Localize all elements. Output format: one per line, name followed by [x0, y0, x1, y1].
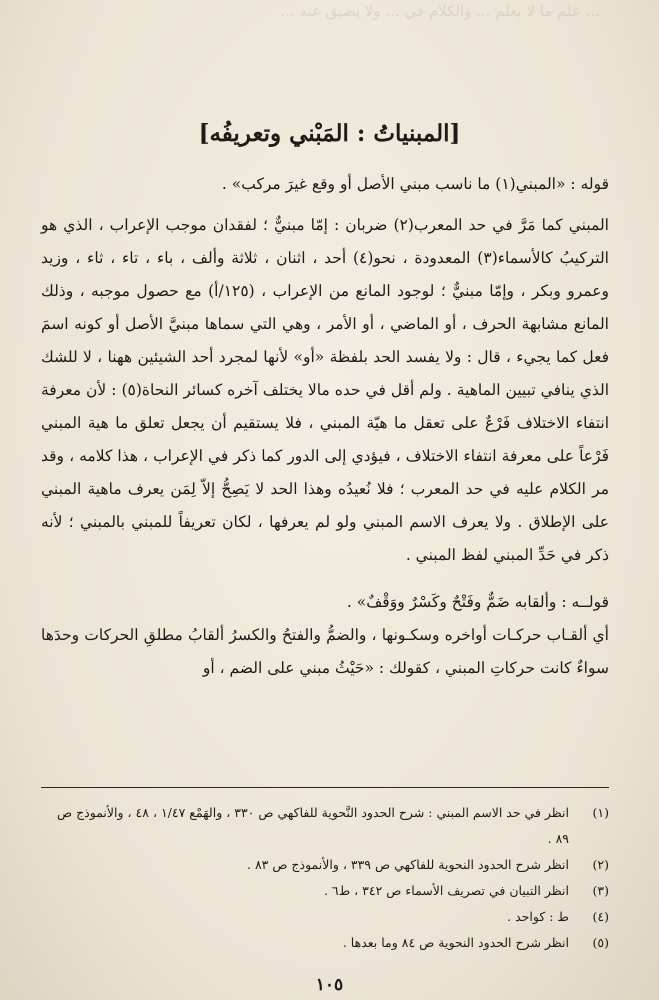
commentary-paragraph: المبني كما مَرَّ في حد المعرب(٢) ضربان : إمّا مبنيٌّ ؛ لفقدان موجب الإعراب ، الذي هو التركيبُ كالأسماء(٣) المعدودة ، نحو(٤) أحد ، اثنان ، ثلاثة وألف ، باء ، تاء ، ثاء ، وزيد وعمرو وبكر ، وإمّا مبنيٌّ ؛ لوجود المانع من الإعراب ، (١٢٥/أ) مع حصول موجبه ، وذلك المانع مشابهة الحرف ، أو الماضي ، أو الأمر ، وهي التي سماها مبنيَّ الأصل أو كونه اسمَ فعل كما يجيء ، قال : ولا يفسد الحد بلفظة «أو» لأنها لمجرد أحد الشيئين ههنا ، لا للشك الذي ينافي تبيين الماهية . ولم أقل في حده مالا يختلف آخره كسائر النحاة(٥) : لأن معرفة انتفاء الاختلاف فَرْعٌ على تعقل ما هيّة المبني ، فلا يستقيم أن يجعل تعلق ما هية المبني فَرْعاً على معرفة انتفاء الاختلاف ، فيؤدي إلى الدور كما ذكر في الإعراب ، هذا كلامه ، وقد مر الكلام عليه في حد المعرب ؛ فلا نُعيدُه وهذا الحد لا يَصِحُّ إلاّ لِمَن يعرف ماهية المبني على الإطلاق . ولا يعرف الاسم المبني ولو لم يعرفها ، لكان تعريفاً للمبني بالمبني ؛ لأنه ذكر في حَدِّ المبني لفظ المبني . — [41, 216, 610, 564]
footnote-text: ط : كواحد . — [507, 909, 569, 924]
main-text — [41, 168, 609, 685]
footnote-number: (٥) — [592, 935, 609, 950]
footnote-number: (١) — [592, 805, 609, 820]
commentary-paragraph: أي ألقـاب حركـات أواخره وسكـونها ، والضمُّ والفتحُ والكسرُ ألقابُ مطلقِ الحركات وحدَها سواءٌ كانت حركاتِ المبني ، كقولك : «حَيْثُ مبني على الضم ، أو — [41, 626, 609, 677]
footnote-text: انظر شرح الحدود النحوية ص ٨٤ وما بعدها . — [342, 935, 569, 950]
footnote-number: (٤) — [592, 909, 609, 924]
page-number: ١٠٥ — [315, 975, 344, 995]
footnote — [41, 904, 609, 930]
footnotes — [41, 800, 609, 956]
footnote-text: انظر في حد الاسم المبني : شرح الحدود النَّحوية للفاكهي ص ٣٣٠ ، والهَمْع ١/٤٧ ، ٤٨ ، والأنموذج ص ٨٩ . — [57, 805, 569, 846]
footnote-text: انظر التبيان في تصريف الأسماء ص ٣٤٢ ، ط٦ . — [323, 883, 569, 898]
quoted-definition: قوله : «المبني(١) ما ناسب مبني الأصل أو وقع غيرَ مركب» . — [221, 175, 609, 193]
footnote-number: (٣) — [592, 883, 609, 898]
footnote-text: انظر شرح الحدود النحوية للفاكهي ص ٣٣٩ ، والأنموذج ص ٨٣ . — [246, 857, 569, 872]
footnote-divider — [41, 787, 609, 788]
footnote — [41, 878, 609, 904]
bleed-through-text: ... علم ما لا يعلم ... والكلام في ... ولا يضيق عنه ... — [280, 2, 600, 20]
quoted-titles: قولــه : وألقابه ضَمٌّ وفَتْحٌ وكَسْرٌ ووَقْفٌ» . — [346, 593, 609, 611]
footnote — [41, 852, 609, 878]
footnote — [41, 930, 609, 956]
footnote-number: (٢) — [592, 857, 609, 872]
footnote — [41, 800, 609, 852]
section-title: [المبنياتُ : المَبْني وتعريفُه] — [198, 120, 461, 147]
